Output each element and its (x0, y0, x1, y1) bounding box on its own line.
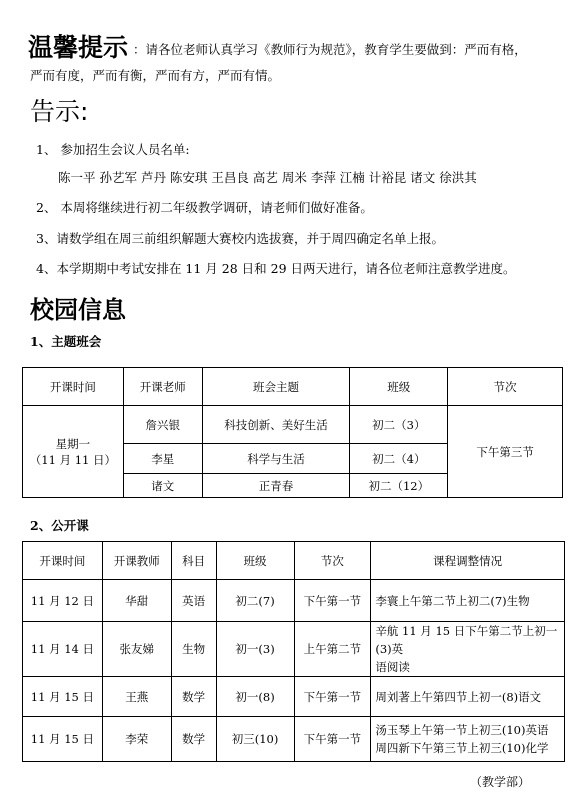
date-cell: 11 月 15 日 (23, 677, 103, 717)
period-cell: 下午第一节 (294, 677, 371, 717)
teacher-cell: 詹兴银 (123, 406, 202, 444)
date-cell: 11 月 14 日 (23, 622, 103, 677)
date-cell: 11 月 15 日 (23, 717, 103, 762)
class-cell: 初三(10) (216, 717, 294, 762)
table-row (23, 677, 565, 717)
teacher-cell: 诸文 (123, 474, 202, 498)
header-cell: 课程调整情况 (371, 542, 565, 580)
notice-item-4: 4、本学期期中考试安排在 11 月 28 日和 29 日两天进行，请各位老师注意教学进度。 (36, 261, 516, 276)
adjustment-line: 周刘著上午第四节上初一(8)语文 (375, 689, 542, 704)
adjustment-cell (371, 717, 565, 762)
teacher-cell: 华甜 (102, 580, 171, 622)
table-row (23, 406, 563, 444)
table-row (23, 717, 565, 762)
meeting-date: （11 月 11 日） (29, 452, 117, 467)
section-class-meeting-title: 1、主题班会 (30, 334, 102, 349)
teacher-cell: 李荣 (102, 717, 171, 762)
campus-info-title: 校园信息 (30, 296, 126, 324)
open-class-table (22, 541, 565, 762)
table-row (23, 622, 565, 677)
class-cell: 初二（12） (350, 474, 448, 498)
adjustment-cell (371, 622, 565, 677)
subject-cell: 生物 (171, 622, 216, 677)
teacher-cell: 张友娣 (102, 622, 171, 677)
period-cell: 下午第三节 (448, 406, 563, 498)
theme-cell: 科技创新、美好生活 (202, 406, 350, 444)
meeting-day: 星期一 (55, 436, 91, 451)
subject-cell: 数学 (171, 677, 216, 717)
adjustment-cell (371, 580, 565, 622)
notice-item-2: 2、 本周将继续进行初二年级教学调研，请老师们做好准备。 (36, 200, 373, 215)
theme-cell: 科学与生活 (202, 444, 350, 474)
header-cell: 班级 (216, 542, 294, 580)
notice-name-list: 陈一平 孙艺军 芦丹 陈安琪 王昌良 高艺 周米 李萍 江楠 计裕昆 诸文 徐洪其 (58, 170, 477, 185)
class-cell: 初二（3） (350, 406, 448, 444)
notice-title: 告示: (30, 97, 89, 126)
subject-cell: 数学 (171, 717, 216, 762)
table-row (23, 580, 565, 622)
adjustment-line: 语阅读 (375, 660, 410, 674)
class-meeting-table (22, 367, 563, 498)
adjustment-cell (371, 677, 565, 717)
reminder-title: 温馨提示 (28, 33, 129, 62)
header-cell: 班会主题 (202, 368, 350, 406)
table-header-row (23, 368, 563, 406)
period-cell: 上午第二节 (294, 622, 371, 677)
header-cell: 开课老师 (123, 368, 202, 406)
class-cell: 初一(8) (216, 677, 294, 717)
header-cell: 开课教师 (102, 542, 171, 580)
date-cell: 11 月 12 日 (23, 580, 103, 622)
subject-cell: 英语 (171, 580, 216, 622)
header-cell: 开课时间 (23, 542, 103, 580)
adjustment-line: 李寰上午第二节上初二(7)生物 (375, 593, 530, 608)
period-cell: 下午第一节 (294, 717, 371, 762)
class-cell: 初二（4） (350, 444, 448, 474)
reminder-text-line2: 严而有度，严而有衡，严而有方，严而有情。 (30, 68, 281, 83)
section-open-class-title: 2、公开课 (30, 518, 89, 533)
signature: （教学部） (470, 775, 531, 789)
reminder-text-line1: ：请各位老师认真学习《教师行为规范》，教育学生要做到：严而有格， (133, 42, 527, 57)
teacher-cell: 李星 (123, 444, 202, 474)
header-cell: 科目 (171, 542, 216, 580)
adjustment-line: 汤玉琴上午第一节上初三(10)英语 (375, 723, 549, 737)
adjustment-line: 周四新下午第三节上初三(10)化学 (375, 741, 549, 755)
table-header-row (23, 542, 565, 580)
teacher-cell: 王燕 (102, 677, 171, 717)
header-cell: 节次 (294, 542, 371, 580)
header-cell: 班级 (350, 368, 448, 406)
notice-item-1: 1、 参加招生会议人员名单: (36, 142, 190, 157)
meeting-time-cell (23, 406, 124, 498)
notice-item-3: 3、请数学组在周三前组织解题大赛校内选拔赛，并于周四确定名单上报。 (36, 231, 444, 246)
header-cell: 开课时间 (23, 368, 124, 406)
header-cell: 节次 (448, 368, 563, 406)
adjustment-line: 辛航 11 月 15 日下午第二节上初一(3)英 (375, 624, 558, 656)
class-cell: 初二(7) (216, 580, 294, 622)
class-cell: 初一(3) (216, 622, 294, 677)
theme-cell: 正青春 (202, 474, 350, 498)
period-cell: 下午第一节 (294, 580, 371, 622)
